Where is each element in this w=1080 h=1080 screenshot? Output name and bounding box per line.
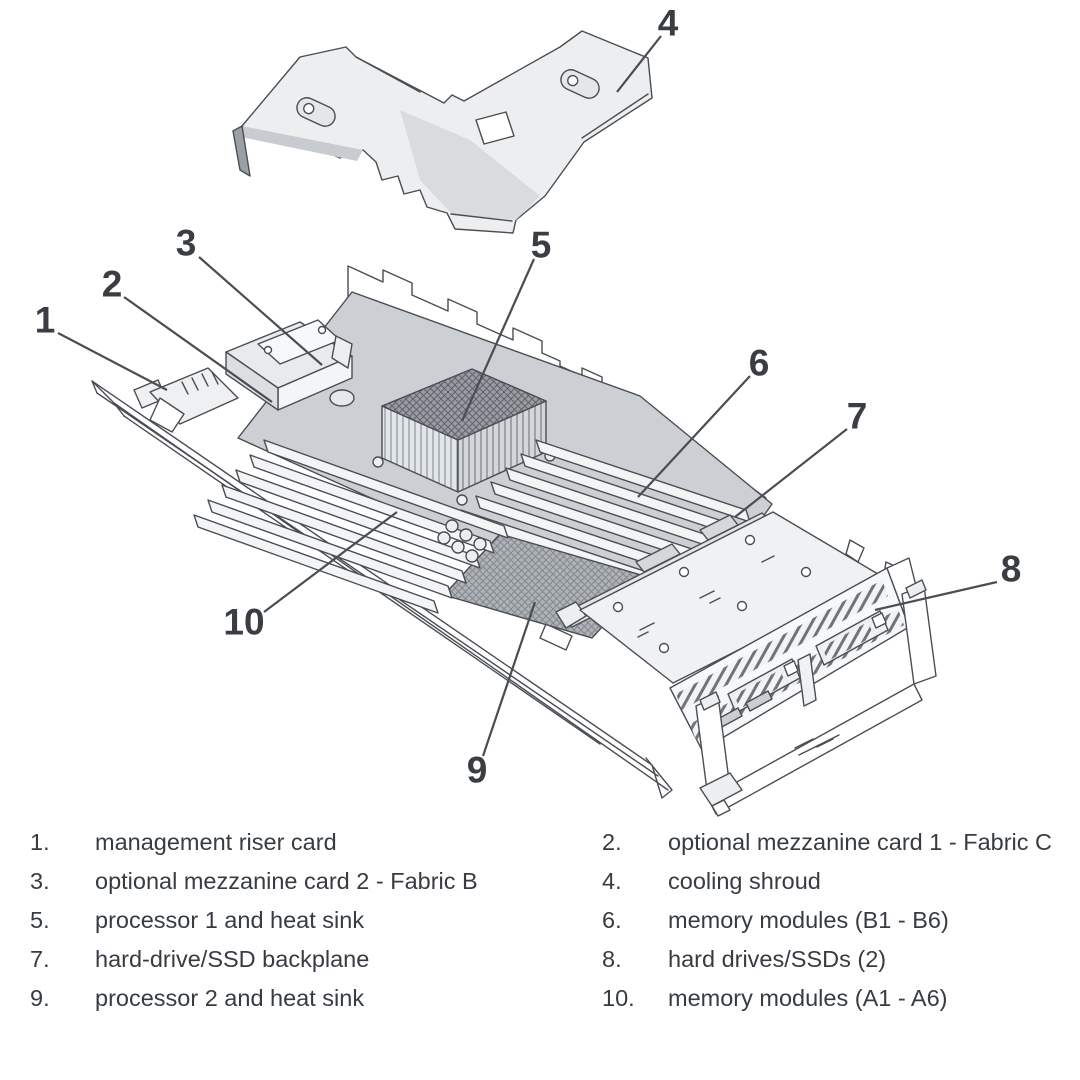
tray-rail-endcap: [92, 381, 124, 416]
legend-item-number: 8.: [602, 946, 622, 972]
legend-item-label: processor 2 and heat sink: [95, 985, 365, 1011]
legend-item-number: 3.: [30, 868, 50, 894]
management-riser-card: [150, 368, 238, 432]
callout-leader-1: [58, 333, 167, 390]
callout-number-8: 8: [1000, 548, 1022, 590]
callout-number-3: 3: [175, 222, 197, 264]
legend-item-number: 6.: [602, 907, 622, 933]
legend-item-number: 1.: [30, 829, 50, 855]
legend-item-number: 4.: [602, 868, 622, 894]
legend-item-number: 5.: [30, 907, 50, 933]
legend-item-label: optional mezzanine card 2 - Fabric B: [95, 868, 478, 894]
legend-item-label: hard-drive/SSD backplane: [95, 946, 370, 972]
legend-item-label: memory modules (B1 - B6): [668, 907, 949, 933]
legend-item-label: optional mezzanine card 1 - Fabric C: [668, 829, 1053, 855]
legend-item-label: memory modules (A1 - A6): [668, 985, 948, 1011]
board-standoff-cap: [330, 390, 354, 406]
legend-item-number: 9.: [30, 985, 50, 1011]
callout-number-7: 7: [846, 395, 868, 437]
callout-number-6: 6: [748, 342, 770, 384]
legend: [0, 830, 1080, 1010]
callout-number-1: 1: [34, 299, 56, 341]
legend-item-label: management riser card: [95, 829, 337, 855]
cooling-shroud: [233, 31, 652, 233]
legend-item-number: 10.: [602, 985, 635, 1011]
legend-item-number: 7.: [30, 946, 50, 972]
callout-number-10: 10: [223, 601, 265, 643]
legend-item-label: processor 1 and heat sink: [95, 907, 365, 933]
callout-leader-7: [735, 429, 847, 517]
legend-item-label: hard drives/SSDs (2): [668, 946, 887, 972]
callout-number-4: 4: [657, 2, 679, 44]
callout-number-2: 2: [101, 263, 123, 305]
callout-number-5: 5: [530, 224, 552, 266]
callout-number-9: 9: [466, 749, 488, 791]
legend-item-label: cooling shroud: [668, 868, 821, 894]
legend-item-number: 2.: [602, 829, 622, 855]
